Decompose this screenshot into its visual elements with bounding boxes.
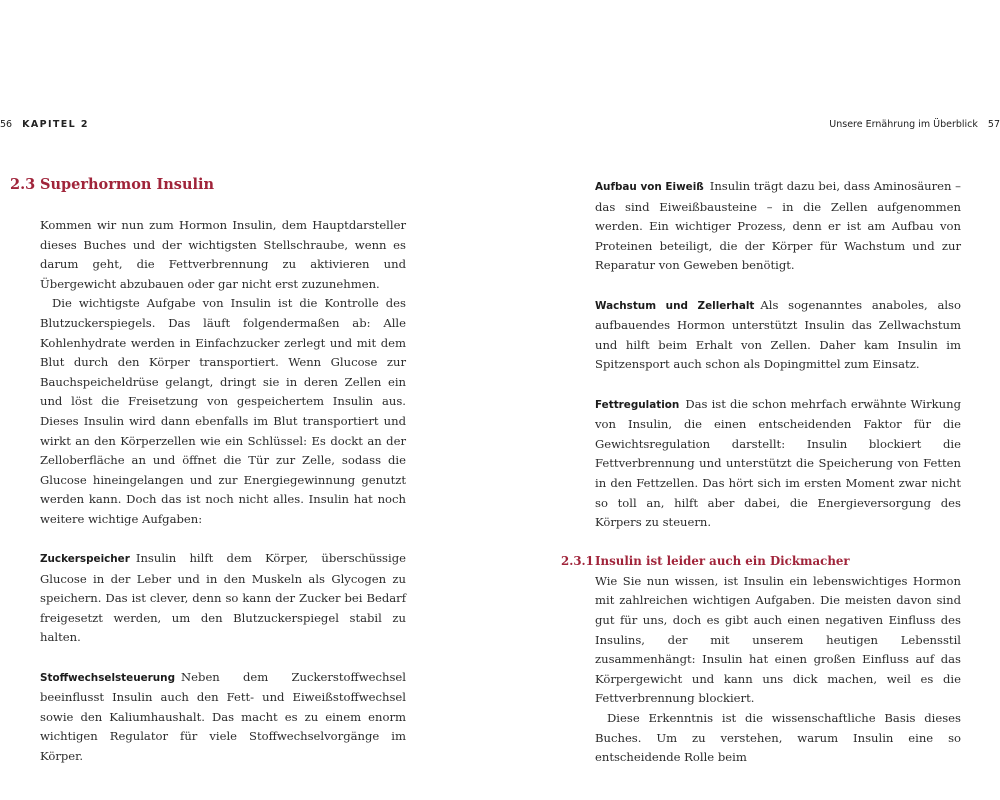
left-column xyxy=(40,216,406,767)
stoffwechsel-text: Neben dem Zuckerstoffwechsel beeinflusst Insulin auch den Fett- und Eiweißstoffwechsel sowie den Kaliumhaushalt. Das macht es zu einem enorm wichtigen Regulator für viele Stoffwechselvorgänge im Körper. xyxy=(40,669,406,764)
fettregulation-paragraph xyxy=(595,395,961,533)
left-page-number: 56 xyxy=(0,119,13,130)
section-heading xyxy=(10,176,214,193)
eiweiss-paragraph xyxy=(595,177,961,276)
subsection-title: Insulin ist leider auch ein Dickmacher xyxy=(595,554,850,569)
zuckerspeicher-paragraph xyxy=(40,549,406,648)
fettregulation-text: Das ist die schon mehrfach erwähnte Wirkung von Insulin, die einen entscheidenden Faktor für die Gewichtsregulation darstellt: Insulin blockiert die Fettverbrennung und unterstützt die Speicherung von Fetten in den Fettzellen. Das hört sich im ersten Moment zwar nicht so toll an, hilft aber dabei, die Energieversorgung des Körpers zu steuern. xyxy=(595,396,961,530)
wachstum-heading: Wachstum und Zellerhalt xyxy=(595,299,755,312)
blood-sugar-paragraph: Die wichtigste Aufgabe von Insulin ist die Kontrolle des Blutzuckerspiegels. Das läuft folgendermaßen ab: Alle Kohlenhydrate werden in Einfachzucker zerlegt und mit dem Blut durch den Körper transportiert. Wenn Glucose zur Bauchspeicheldrüse gelangt, dringt sie in deren Zellen ein und löst die Freisetzung von gespeichertem Insulin aus. Dieses Insulin wird dann ebenfalls im Blut transportiert und wirkt an den Körperzellen wie ein Schlüssel: Es dockt an der Zelloberfläche an und öffnet die Tür zur Zelle, sodass die Glucose hineingelangen und zur Energiegewinnung genutzt werden kann. Doch das ist noch nicht alles. Insulin hat noch weitere wichtige Aufgaben: xyxy=(40,296,406,526)
fettregulation-heading: Fettregulation xyxy=(595,398,680,411)
zuckerspeicher-heading: Zuckerspeicher xyxy=(40,553,130,566)
right-column xyxy=(561,177,961,768)
stoffwechsel-heading: Stoffwechselsteuerung xyxy=(40,671,176,684)
subsection-number: 2.3.1 xyxy=(561,554,594,569)
section-number: 2.3 xyxy=(10,176,36,193)
left-running-header xyxy=(0,119,89,130)
right-header-title: Unsere Ernährung im Überblick xyxy=(829,119,978,130)
stoffwechsel-paragraph xyxy=(40,668,406,767)
chapter-label: KAPITEL 2 xyxy=(22,119,89,130)
dickmacher-paragraph: Wie Sie nun wissen, ist Insulin ein lebenswichtiges Hormon mit zahlreichen wichtigen Aufgaben. Die meisten davon sind gut für uns, doch es gibt auch einen negativen Einfluss des Insulins, der mit unserem heutigen Lebensstil zusammenhängt: Insulin hat einen großen Einfluss auf das Körpergewicht und kann uns dick machen, weil es die Fettverbrennung blockiert. xyxy=(595,573,961,706)
wachstum-paragraph xyxy=(595,296,961,375)
zuckerspeicher-text: Insulin hilft dem Körper, überschüssige Glucose in der Leber und in den Muskeln als Glycogen zu speichern. Das ist clever, denn so kann der Zucker bei Bedarf freigesetzt werden, um den Blutzuckerspiegel stabil zu halten. xyxy=(40,551,406,645)
eiweiss-heading: Aufbau von Eiweiß xyxy=(595,181,704,193)
section-title: Superhormon Insulin xyxy=(40,176,215,193)
intro-paragraph: Kommen wir nun zum Hormon Insulin, dem Hauptdarsteller dieses Buches und der wichtigsten Stellschraube, wenn es darum geht, die Fettverbrennung zu aktivieren und Übergewicht abzubauen oder gar nicht erst zuzunehmen. xyxy=(40,218,406,291)
wachstum-text: Als sogenanntes anaboles, also aufbauendes Hormon unterstützt Insulin das Zellwachstum und hilft beim Erhalt von Zellen. Daher kam Insulin im Spitzensport auch schon als Dopingmittel zum Einsatz. xyxy=(595,297,961,372)
right-page-number: 57 xyxy=(987,119,1000,130)
basis-paragraph: Diese Erkenntnis ist die wissenschaftliche Basis dieses Buches. Um zu verstehen, warum Insulin eine so entscheidende Rolle beim xyxy=(595,711,961,765)
subsection-heading xyxy=(561,552,961,572)
eiweiss-text: Insulin trägt dazu bei, dass Aminosäuren – das sind Eiweißbausteine – in die Zellen aufgenommen werden. Ein wichtiger Prozess, denn er ist am Aufbau von Proteinen beteiligt, die der Körper für Wachstum und zur Reparatur von Geweben benötigt. xyxy=(595,179,961,273)
right-running-header xyxy=(829,119,1000,130)
